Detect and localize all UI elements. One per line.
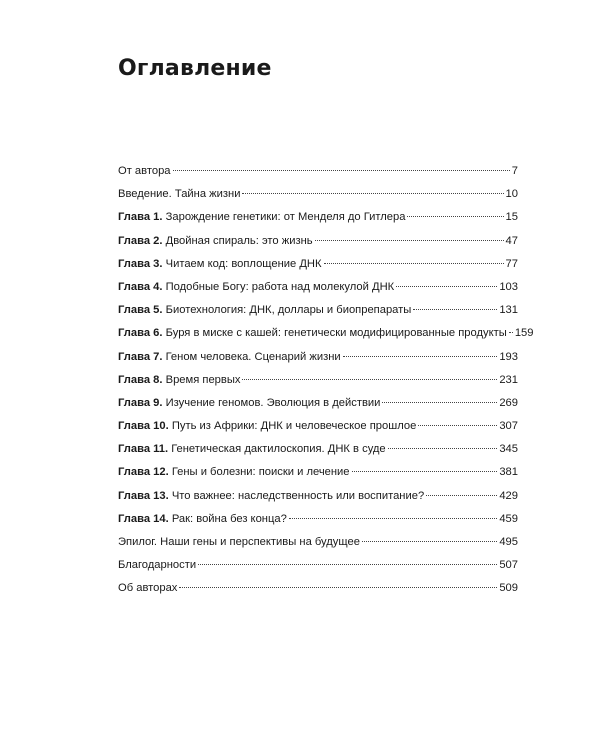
toc-entry-text [118,187,240,201]
dot-leader [315,240,504,241]
toc-entry-text [118,512,287,526]
chapter-label: Глава 2. [118,234,163,247]
chapter-title: Генетическая дактилоскопия. ДНК в суде [171,443,386,456]
toc-entry-text [118,326,507,340]
page-number: 103 [499,280,518,293]
toc-entry [118,442,518,465]
page-title: Оглавление [118,56,272,81]
page-number: 231 [499,373,518,386]
chapter-label: Глава 12. [118,466,169,479]
table-of-contents [118,164,534,605]
chapter-label: Глава 13. [118,489,169,502]
dot-leader [396,286,497,287]
toc-entry [118,280,518,303]
chapter-title: Зарождение генетики: от Менделя до Гитлера [165,211,406,224]
chapter-title: Путь из Африки: ДНК и человеческое прошлое [171,420,417,433]
chapter-label: Глава 11. [118,443,169,456]
toc-entry [118,164,518,187]
page-number: 10 [505,188,518,201]
toc-entry-text [118,489,424,503]
chapter-label: Глава 4. [118,280,163,293]
chapter-label: Глава 3. [118,257,163,270]
dot-leader [324,263,504,264]
toc-entry [118,257,518,280]
page-number: 509 [499,582,518,595]
toc-entry [118,326,534,349]
page-number: 269 [499,396,518,409]
toc-entry-text [118,419,416,433]
toc-entry-text [118,465,350,479]
toc-entry [118,512,518,535]
toc-entry-text [118,581,177,595]
chapter-title: Читаем код: воплощение ДНК [165,257,322,270]
toc-entry [118,396,518,419]
toc-entry-text [118,164,171,178]
page-number: 429 [499,489,518,502]
chapter-label: Глава 10. [118,420,169,433]
page-number: 345 [499,443,518,456]
toc-entry [118,350,518,373]
dot-leader [388,448,498,449]
chapter-label: Глава 9. [118,396,163,409]
dot-leader [343,356,498,357]
dot-leader [426,495,497,496]
chapter-label: Глава 1. [118,211,163,224]
toc-entry [118,419,518,442]
dot-leader [242,193,503,194]
chapter-title: Двойная спираль: это жизнь [165,234,313,247]
toc-entry [118,210,518,233]
dot-leader [413,309,497,310]
toc-entry-text [118,350,341,364]
toc-entry [118,234,518,257]
dot-leader [382,402,497,403]
chapter-title: Об авторах [118,582,178,595]
toc-entry [118,373,518,396]
page-number: 7 [511,165,518,177]
chapter-label: Глава 14. [118,512,169,525]
dot-leader [407,216,503,217]
toc-entry-text [118,234,313,248]
chapter-title: Изучение геномов. Эволюция в действии [165,396,381,409]
chapter-title: Геном человека. Сценарий жизни [165,350,341,363]
toc-entry [118,535,518,558]
dot-leader [198,564,497,565]
toc-entry-text [118,442,386,456]
toc-entry [118,581,518,604]
dot-leader [509,332,513,333]
toc-entry [118,489,518,512]
chapter-label: Глава 5. [118,304,163,317]
chapter-title: Что важнее: наследственность или воспитание? [171,489,425,502]
dot-leader [242,379,497,380]
chapter-title: Введение. Тайна жизни [118,188,241,201]
toc-entry-text [118,303,411,317]
page-number: 15 [505,211,518,224]
toc-entry-text [118,396,380,410]
page-number: 159 [514,327,534,340]
page-number: 495 [499,536,518,548]
toc-entry [118,303,518,326]
dot-leader [418,425,497,426]
chapter-label: Глава 6. [118,327,163,340]
chapter-title: От автора [118,165,171,177]
chapter-label: Глава 7. [118,350,163,363]
toc-entry [118,187,518,210]
chapter-title: Буря в миске с кашей: генетически модифицированные продукты [165,327,507,340]
toc-entry-text [118,280,394,294]
dot-leader [173,170,510,171]
toc-entry [118,465,518,488]
chapter-title: Подобные Богу: работа над молекулой ДНК [165,280,395,293]
chapter-label: Глава 8. [118,373,163,386]
dot-leader [289,518,497,519]
chapter-title: Благодарности [118,559,197,572]
chapter-title: Рак: война без конца? [171,512,287,525]
page-number: 77 [505,257,518,270]
page-number: 193 [499,350,518,363]
page-number: 307 [499,420,518,433]
page-number: 459 [499,512,518,525]
chapter-title: Гены и болезни: поиски и лечение [171,466,350,479]
toc-entry-text [118,535,360,549]
page-number: 131 [499,304,518,317]
chapter-title: Время первых [165,373,241,386]
page-number: 381 [499,466,518,479]
page-number: 47 [505,234,518,247]
chapter-title: Эпилог. Наши гены и перспективы на будущее [118,536,360,548]
page-number: 507 [499,559,518,572]
toc-entry [118,558,518,581]
toc-entry-text [118,373,240,387]
toc-entry-text [118,257,322,271]
chapter-title: Биотехнология: ДНК, доллары и биопрепараты [165,304,412,317]
toc-entry-text [118,210,405,224]
dot-leader [352,471,498,472]
dot-leader [362,541,497,542]
toc-entry-text [118,558,196,572]
dot-leader [179,587,497,588]
